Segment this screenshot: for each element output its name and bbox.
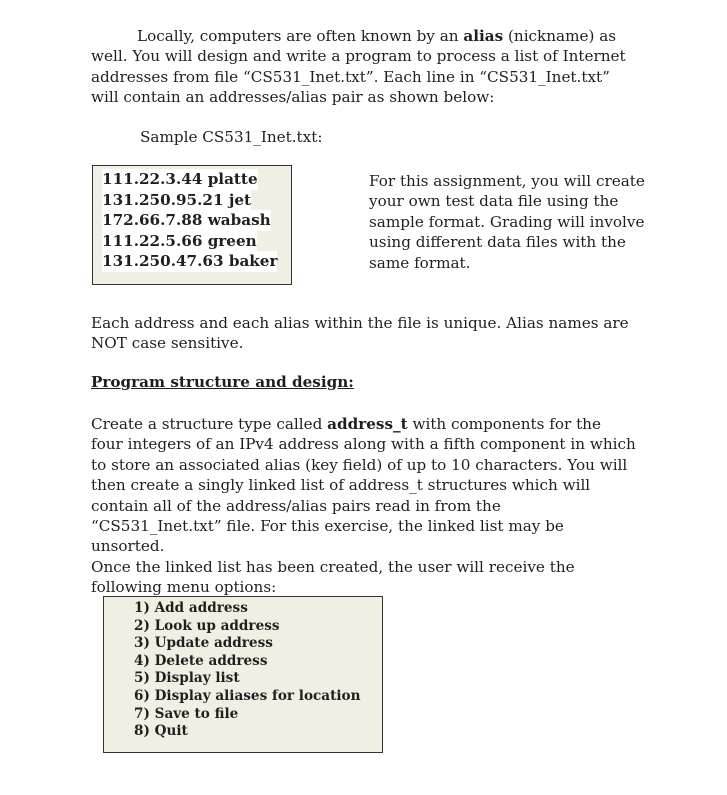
intro-text-after: (nickname) as well. You will design and write a program to process a list of Internet addresses from file “CS531_Inet.txt”. Each line in “CS531_Inet.txt” will contain an addresses/alias pair as shown below: <box>91 27 626 107</box>
alias-term: alias <box>463 27 504 45</box>
menu-item: 4) Delete address <box>134 652 268 669</box>
menu-item: 6) Display aliases for location <box>134 687 361 704</box>
structure-paragraph <box>91 414 636 598</box>
struct-name: address_t <box>327 415 408 433</box>
test-data-note: For this assignment, you will create your own test data file using the sample format. Grading will involve using different data files with the same format. <box>369 172 645 272</box>
menu-item: 8) Quit <box>134 723 188 740</box>
menu-item: 7) Save to file <box>134 705 239 722</box>
sample-line: 172.66.7.88 wabash <box>102 211 271 230</box>
menu-item: 5) Display list <box>134 670 240 687</box>
sample-file-label: Sample CS531_Inet.txt: <box>140 128 323 146</box>
sample-file-box <box>92 165 292 285</box>
uniqueness-paragraph: Each address and each alias within the file is unique. Alias names are NOT case sensitive. <box>91 314 629 353</box>
sample-line: 131.250.47.63 baker <box>102 252 278 271</box>
sample-line: 111.22.3.44 platte <box>102 170 258 188</box>
menu-options-box <box>103 596 383 753</box>
menu-intro: Once the linked list has been created, the user will receive the following menu options: <box>91 557 575 597</box>
intro-paragraph <box>91 26 631 108</box>
sample-line: 111.22.5.66 green <box>102 231 257 250</box>
intro-text-before: Locally, computers are often known by an <box>137 27 464 45</box>
menu-item: 1) Add address <box>134 600 248 616</box>
menu-item: 2) Look up address <box>134 617 280 634</box>
sample-line: 131.250.95.21 jet <box>102 190 251 209</box>
structure-text-before: Create a structure type called <box>91 415 328 433</box>
menu-item: 3) Update address <box>134 635 273 652</box>
section-heading: Program structure and design: <box>91 373 354 391</box>
structure-text-after: with components for the four integers of an IPv4 address along with a fifth component in which to store an associated alias (key field) of up to 10 characters. You will then create a singly linked list of address_t structures which will contain all of the address/alias pairs read in from the “CS531_Inet.txt” file. For this exercise, the linked list may be unsorted. <box>91 415 636 556</box>
